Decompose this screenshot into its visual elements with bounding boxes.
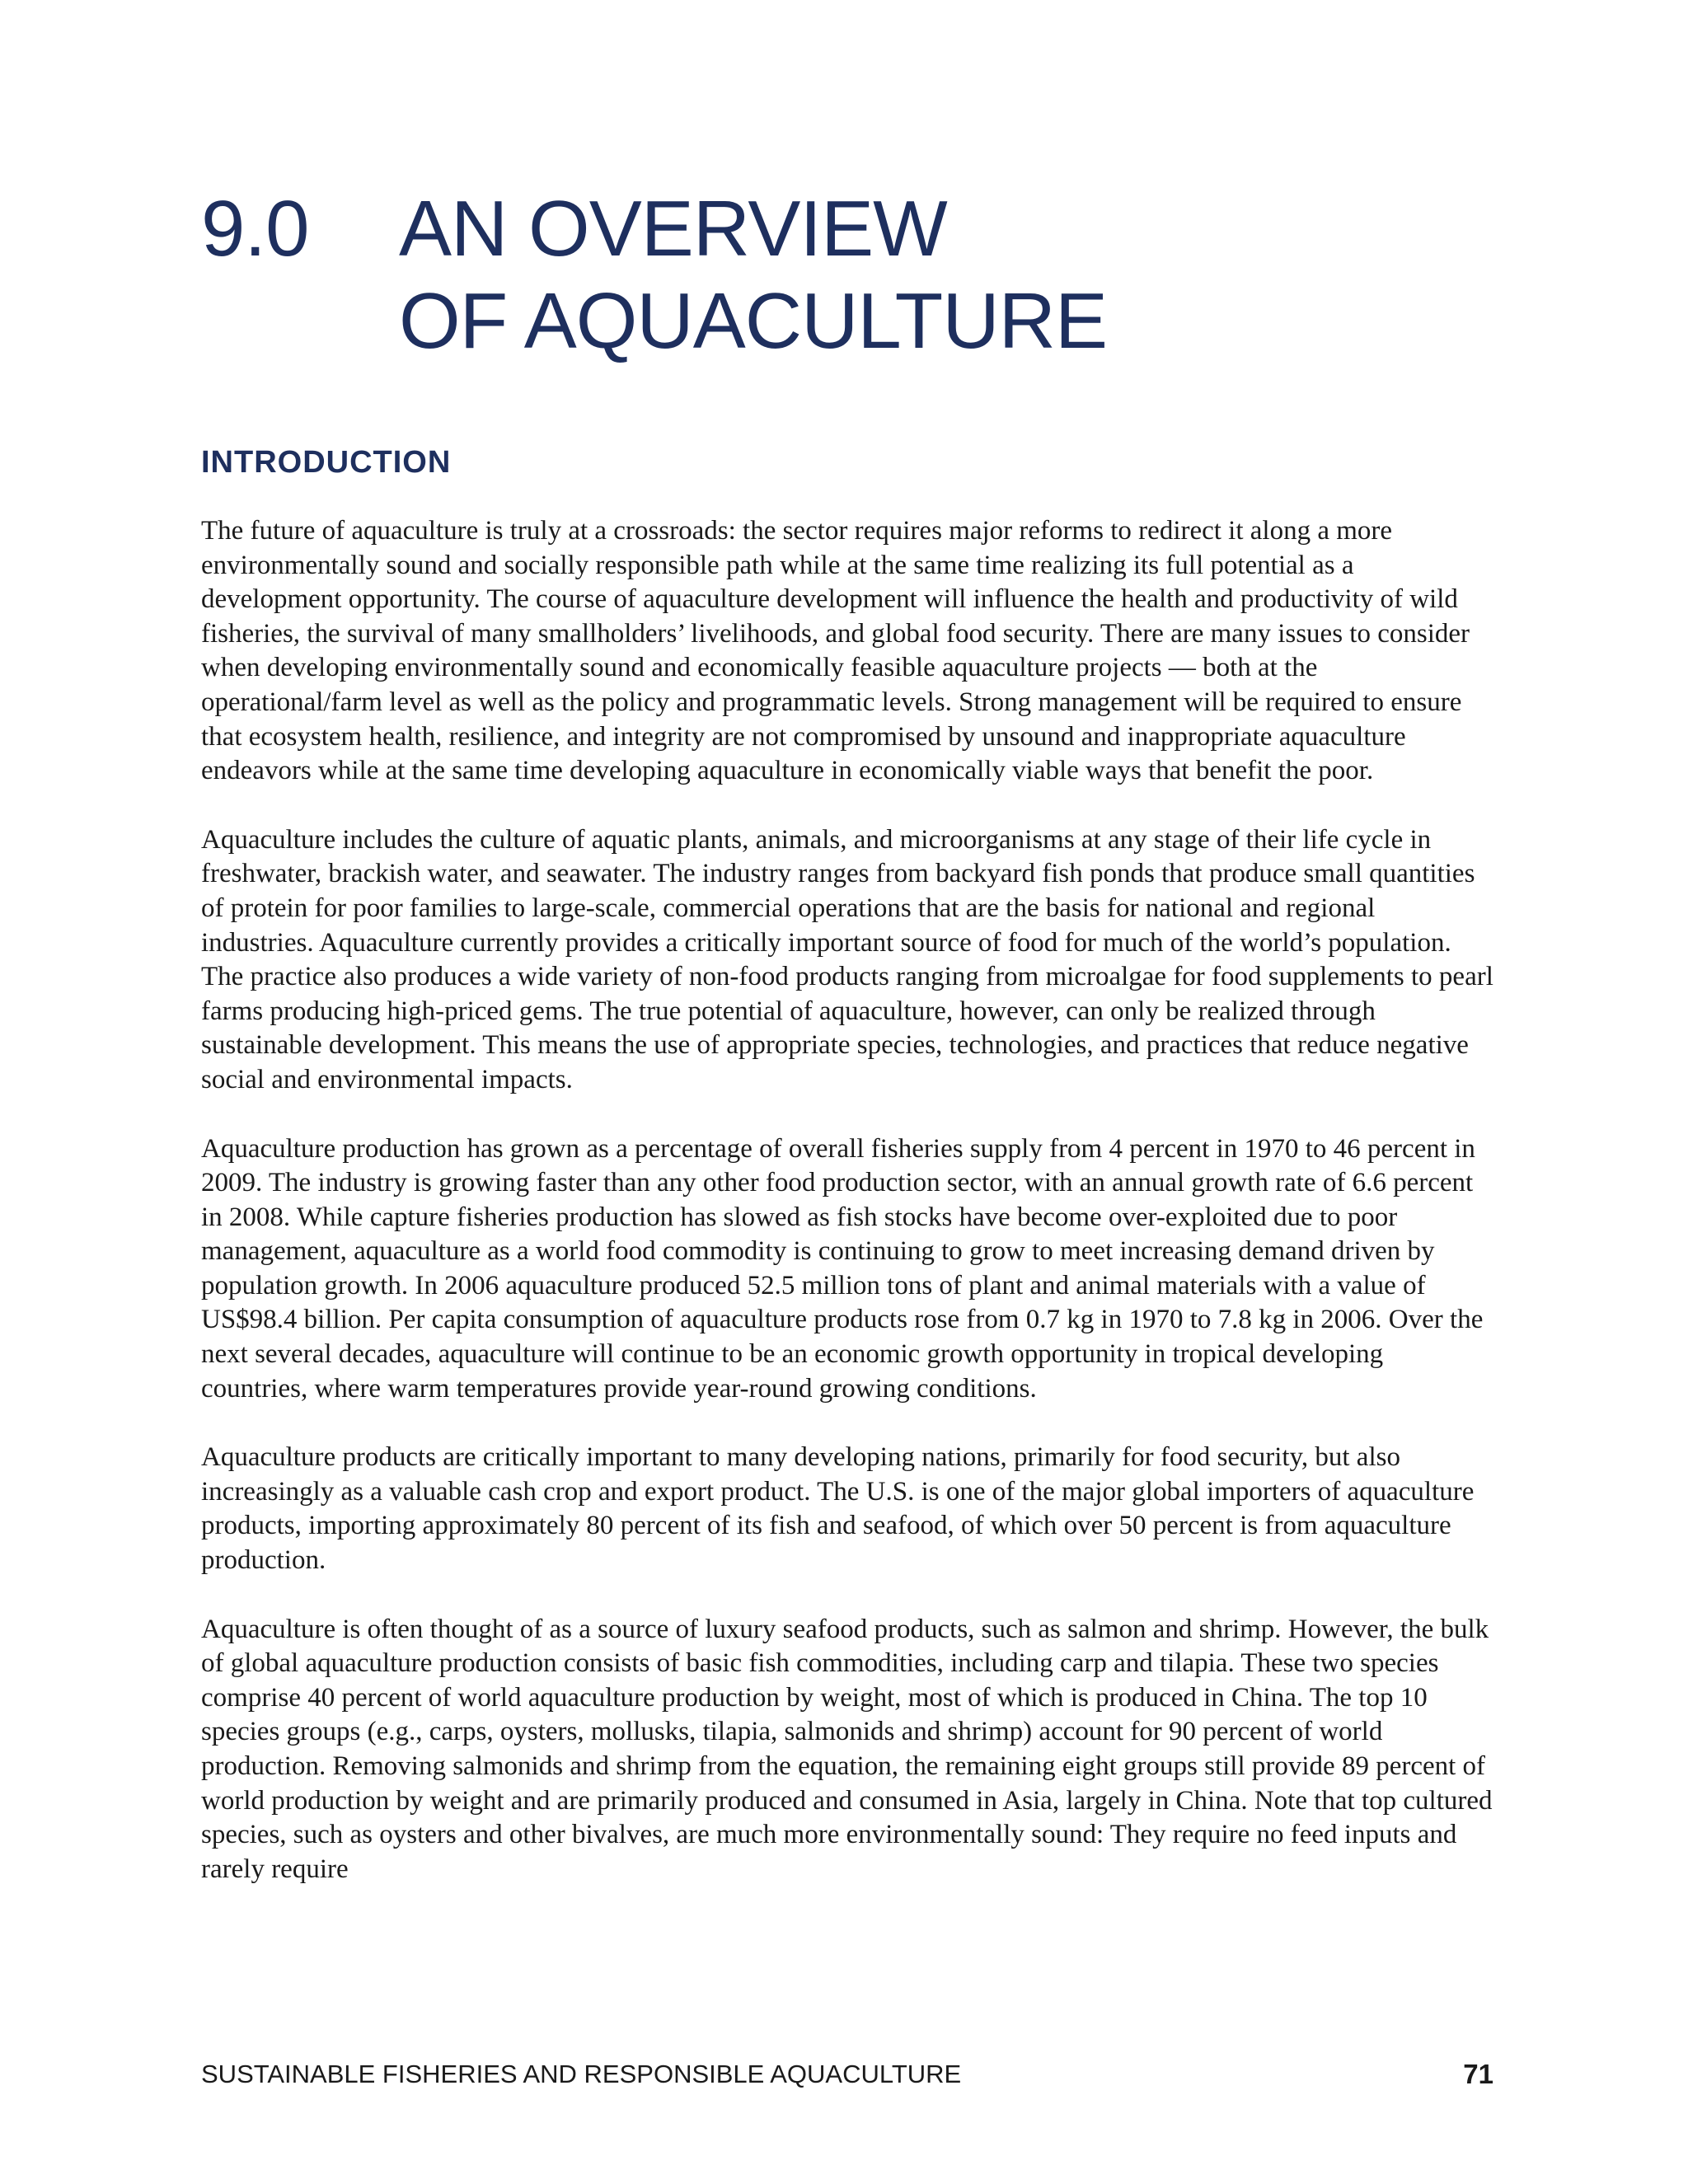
body-text xyxy=(201,514,1493,1921)
paragraph: Aquaculture is often thought of as a source of luxury seafood products, such as salmon and shrimp. However, the bulk of global aquaculture production consists of basic fish commodities, including carp and tilapia. These two species comprise 40 percent of world aquaculture production by weight, most of which is produced in China. The top 10 species groups (e.g., carps, oysters, mollusks, tilapia, salmonids and shrimp) account for 90 percent of world production. Removing salmonids and shrimp from the equation, the remaining eight groups still provide 89 percent of world production by weight and are primarily produced and consumed in Asia, largely in China. Note that top cultured species, such as oysters and other bivalves, are much more environmentally sound: They require no feed inputs and rarely require xyxy=(201,1614,1493,1884)
page-number: 71 xyxy=(1463,2059,1493,2089)
paragraph: The future of aquaculture is truly at a crossroads: the sector requires major reforms to redirect it along a more environmentally sound and socially responsible path while at the same time realizing its full potential as a development opportunity. The course of aquaculture development will influence the health and productivity of wild fisheries, the survival of many smallholders’ livelihoods, and global food security. There are many issues to consider when developing environmentally sound and economically feasible aquaculture projects — both at the operational/farm level as well as the policy and programmatic levels. Strong management will be required to ensure that ecosystem health, resilience, and integrity are not compromised by unsound and inappropriate aquaculture endeavors while at the same time developing aquaculture in economically viable ways that benefit the poor. xyxy=(201,516,1470,786)
page-footer xyxy=(201,2058,1493,2094)
chapter-number: 9.0 xyxy=(201,185,309,273)
section-heading: INTRODUCTION xyxy=(201,445,452,480)
chapter-title-line-2: OF AQUACULTURE xyxy=(399,277,1107,365)
paragraph: Aquaculture products are critically important to many developing nations, primarily for food security, but also increasingly as a valuable cash crop and export product. The U.S. is one of the major global importers of aquaculture products, importing approximately 80 percent of its fish and seafood, of which over 50 percent is from aquaculture production. xyxy=(201,1442,1475,1576)
paragraph: Aquaculture production has grown as a percentage of overall fisheries supply from 4 percent in 1970 to 46 percent in 2009. The industry is growing faster than any other food production sector, with an annual growth rate of 6.6 percent in 2008. While capture fisheries production has slowed as fish stocks have become over-exploited due to poor management, aquaculture as a world food commodity is continuing to grow to meet increasing demand driven by population growth. In 2006 aquaculture produced 52.5 million tons of plant and animal materials with a value of US$98.4 billion. Per capita consumption of aquaculture products rose from 0.7 kg in 1970 to 7.8 kg in 2006. Over the next several decades, aquaculture will continue to be an economic growth opportunity in tropical developing countries, where warm temperatures provide year-round growing conditions. xyxy=(201,1133,1484,1404)
paragraph: Aquaculture includes the culture of aquatic plants, animals, and microorganisms at any stage of their life cycle in freshwater, brackish water, and seawater. The industry ranges from backyard fish ponds that produce small quantities of protein for poor families to large-scale, commercial operations that are the basis for national and regional industries. Aquaculture currently provides a critically important source of food for much of the world’s population. The practice also produces a wide variety of non-food products ranging from microalgae for food supplements to pearl farms producing high-priced gems. The true potential of aquaculture, however, can only be realized through sustainable development. This means the use of appropriate species, technologies, and practices that reduce negative social and environmental impacts. xyxy=(201,824,1493,1094)
chapter-title-line-1: AN OVERVIEW xyxy=(399,185,947,273)
footer-title: SUSTAINABLE FISHERIES AND RESPONSIBLE AQUACULTURE xyxy=(201,2060,962,2088)
